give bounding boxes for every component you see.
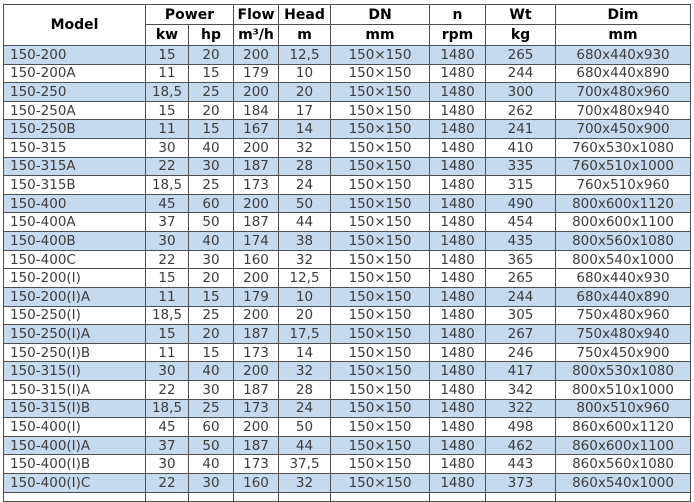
cell-hp: 30: [189, 474, 234, 493]
cell-dim: 800x600x1120: [556, 194, 691, 213]
cell-wt: 373: [486, 474, 556, 493]
table-row: [4, 436, 691, 455]
cell-dn: 150×150: [331, 176, 430, 195]
table-row: [4, 287, 691, 306]
cell-flow: 173: [234, 343, 279, 362]
cell-dn: 150×150: [331, 399, 430, 418]
cell-flow: 200: [234, 269, 279, 288]
table-row: [4, 455, 691, 474]
cell-dn: 150×150: [331, 343, 430, 362]
cell-head: 50: [279, 194, 331, 213]
cell-rpm: 1480: [430, 343, 486, 362]
header-power: Power: [146, 5, 234, 25]
cell-rpm: 1480: [430, 325, 486, 344]
cell-head: 24: [279, 399, 331, 418]
cell-dn: 150×150: [331, 325, 430, 344]
cell-hp: 20: [189, 269, 234, 288]
header-unit-kw: kw: [146, 25, 189, 46]
table-row: [4, 101, 691, 120]
cell-model: 150-250(I)A: [4, 325, 146, 344]
cell-hp: 25: [189, 306, 234, 325]
cell-wt: 262: [486, 101, 556, 120]
cell-kw: 22: [146, 157, 189, 176]
cell-model: 150-315(I)B: [4, 399, 146, 418]
cell-head: 10: [279, 64, 331, 83]
cell-hp: 15: [189, 287, 234, 306]
cell-kw: 18,5: [146, 306, 189, 325]
cell-rpm: 1480: [430, 250, 486, 269]
cell-model: 150-400(I)A: [4, 436, 146, 455]
cell-hp: 20: [189, 101, 234, 120]
cell-model: 150-250B: [4, 120, 146, 139]
cell-dn: 150×150: [331, 139, 430, 158]
header-dn: DN: [331, 5, 430, 25]
cell-head: 12,5: [279, 269, 331, 288]
table-row: [4, 250, 691, 269]
cell-dim: 680x440x890: [556, 64, 691, 83]
cell-flow: 200: [234, 139, 279, 158]
cell-rpm: 1480: [430, 287, 486, 306]
cell-hp: 40: [189, 139, 234, 158]
cell-head: 50: [279, 418, 331, 437]
cell-wt: 244: [486, 64, 556, 83]
cell-wt: 300: [486, 83, 556, 102]
cell-kw: 45: [146, 194, 189, 213]
cell-flow: 167: [234, 120, 279, 139]
cell-wt: 435: [486, 232, 556, 251]
cell-model: 150-400(I)C: [4, 474, 146, 493]
cell-wt: 490: [486, 194, 556, 213]
cell-head: 24: [279, 176, 331, 195]
cell-flow: 184: [234, 101, 279, 120]
cell-flow: 187: [234, 213, 279, 232]
cell-dn: 150×150: [331, 250, 430, 269]
cell-kw: 22: [146, 250, 189, 269]
cell-head: 38: [279, 232, 331, 251]
table-row: [4, 83, 691, 102]
cell-dim: 750x480x940: [556, 325, 691, 344]
table-row: [4, 46, 691, 65]
cell-head: 10: [279, 287, 331, 306]
cell-head: 20: [279, 83, 331, 102]
cell-rpm: 1480: [430, 139, 486, 158]
cell-dim: 680x440x890: [556, 287, 691, 306]
cell-dim: 760x530x1080: [556, 139, 691, 158]
cell-rpm: 1480: [430, 362, 486, 381]
pump-spec-table: [3, 4, 691, 502]
table-row: [4, 213, 691, 232]
header-head: Head: [279, 5, 331, 25]
cell-hp: 60: [189, 418, 234, 437]
header-unit-wt: kg: [486, 25, 556, 46]
table-header: [4, 5, 691, 46]
cell-head: 32: [279, 474, 331, 493]
cell-head: 32: [279, 250, 331, 269]
cell-model: 150-315B: [4, 176, 146, 195]
table-row: [4, 474, 691, 493]
table-row: [4, 380, 691, 399]
cell-head: 12,5: [279, 46, 331, 65]
header-row-labels: [4, 5, 691, 25]
cell-rpm: 1480: [430, 306, 486, 325]
cell-dn: 150×150: [331, 232, 430, 251]
cell-kw: 11: [146, 287, 189, 306]
table-row: [4, 232, 691, 251]
header-flow: Flow: [234, 5, 279, 25]
cell-kw: 45: [146, 418, 189, 437]
table-row: [4, 418, 691, 437]
cell-kw: 30: [146, 232, 189, 251]
cell-flow: 179: [234, 64, 279, 83]
pump-spec-table-wrap: [3, 4, 691, 502]
cell-head: 32: [279, 139, 331, 158]
cell-model: 150-200(I): [4, 269, 146, 288]
cell-model: 150-250(I)B: [4, 343, 146, 362]
cell-model: 150-315: [4, 139, 146, 158]
cell-dim: 800x510x1000: [556, 380, 691, 399]
cell-kw: 18,5: [146, 83, 189, 102]
cell-rpm: 1480: [430, 64, 486, 83]
cell-dn: 150×150: [331, 474, 430, 493]
cell-dim: 800x540x1000: [556, 250, 691, 269]
cell-model: 150-400C: [4, 250, 146, 269]
header-unit-dim: mm: [556, 25, 691, 46]
cell-dn: 150×150: [331, 101, 430, 120]
cell-hp: 30: [189, 380, 234, 399]
cell-kw: 15: [146, 269, 189, 288]
cell-head: 14: [279, 343, 331, 362]
cell-hp: 30: [189, 250, 234, 269]
cell-dim: 860x600x1100: [556, 436, 691, 455]
cell-hp: 50: [189, 213, 234, 232]
cell-hp: 15: [189, 343, 234, 362]
cell-kw: 15: [146, 325, 189, 344]
cell-wt: 265: [486, 46, 556, 65]
cell-flow: 200: [234, 83, 279, 102]
cell-dn: 150×150: [331, 46, 430, 65]
table-row: [4, 194, 691, 213]
cell-kw: 30: [146, 362, 189, 381]
header-n: n: [430, 5, 486, 25]
cell-dn: 150×150: [331, 418, 430, 437]
cell-kw: 11: [146, 120, 189, 139]
cell-head: 28: [279, 157, 331, 176]
header-unit-n: rpm: [430, 25, 486, 46]
cell-wt: 443: [486, 455, 556, 474]
cell-kw: 22: [146, 380, 189, 399]
cell-head: 17,5: [279, 325, 331, 344]
cell-hp: 25: [189, 176, 234, 195]
cell-dn: 150×150: [331, 64, 430, 83]
cell-model: 150-315(I): [4, 362, 146, 381]
cell-flow: 200: [234, 46, 279, 65]
cell-kw: 18,5: [146, 176, 189, 195]
cell-dn: 150×150: [331, 455, 430, 474]
cell-wt: 498: [486, 418, 556, 437]
cell-kw: 11: [146, 343, 189, 362]
cell-flow: 200: [234, 306, 279, 325]
cell-hp: 25: [189, 83, 234, 102]
cell-wt: 462: [486, 436, 556, 455]
cell-dim: 800x600x1100: [556, 213, 691, 232]
cell-dim: 800x510x960: [556, 399, 691, 418]
cell-model: 150-315A: [4, 157, 146, 176]
cell-dn: 150×150: [331, 194, 430, 213]
cell-model: 150-400B: [4, 232, 146, 251]
cell-dn: 150×150: [331, 269, 430, 288]
cell-wt: 246: [486, 343, 556, 362]
table-row: [4, 343, 691, 362]
cell-rpm: 1480: [430, 455, 486, 474]
cell-model: 150-250A: [4, 101, 146, 120]
header-wt: Wt: [486, 5, 556, 25]
cell-wt: 454: [486, 213, 556, 232]
cell-hp: 40: [189, 232, 234, 251]
cell-dn: 150×150: [331, 157, 430, 176]
cell-model: 150-315(I)A: [4, 380, 146, 399]
cell-kw: 18,5: [146, 399, 189, 418]
cell-model: 150-400(I): [4, 418, 146, 437]
cell-head: 44: [279, 436, 331, 455]
cell-dn: 150×150: [331, 362, 430, 381]
cell-wt: 265: [486, 269, 556, 288]
cell-dim: 700x480x960: [556, 83, 691, 102]
cell-wt: 417: [486, 362, 556, 381]
cell-kw: 15: [146, 101, 189, 120]
cell-rpm: 1480: [430, 380, 486, 399]
cell-model: 150-400A: [4, 213, 146, 232]
cell-kw: 37: [146, 436, 189, 455]
cell-flow: 179: [234, 287, 279, 306]
cell-rpm: 1480: [430, 474, 486, 493]
cell-flow: 173: [234, 399, 279, 418]
cell-wt: 315: [486, 176, 556, 195]
cell-model: 150-200(I)A: [4, 287, 146, 306]
cell-dn: 150×150: [331, 306, 430, 325]
cell-dim: 700x450x900: [556, 120, 691, 139]
cell-model: 150-200: [4, 46, 146, 65]
table-row: [4, 399, 691, 418]
cell-hp: 60: [189, 194, 234, 213]
cell-rpm: 1480: [430, 232, 486, 251]
cell-dn: 150×150: [331, 287, 430, 306]
cell-hp: 40: [189, 455, 234, 474]
cell-dn: 150×150: [331, 213, 430, 232]
header-unit-hp: hp: [189, 25, 234, 46]
cell-wt: 322: [486, 399, 556, 418]
cell-wt: 342: [486, 380, 556, 399]
cell-hp: 30: [189, 157, 234, 176]
cell-rpm: 1480: [430, 418, 486, 437]
cell-flow: 200: [234, 194, 279, 213]
cell-hp: 25: [189, 399, 234, 418]
cell-flow: 187: [234, 325, 279, 344]
table-row: [4, 157, 691, 176]
cell-wt: 305: [486, 306, 556, 325]
cell-dim: 860x600x1120: [556, 418, 691, 437]
cell-kw: 15: [146, 46, 189, 65]
cell-hp: 50: [189, 436, 234, 455]
cell-rpm: 1480: [430, 157, 486, 176]
cell-rpm: 1480: [430, 120, 486, 139]
cell-flow: 160: [234, 474, 279, 493]
cell-dim: 680x440x930: [556, 46, 691, 65]
header-dim: Dim: [556, 5, 691, 25]
cell-flow: 187: [234, 157, 279, 176]
cell-rpm: 1480: [430, 46, 486, 65]
cell-dim: 800x560x1080: [556, 232, 691, 251]
cell-hp: 20: [189, 325, 234, 344]
cell-kw: 30: [146, 455, 189, 474]
table-row: [4, 139, 691, 158]
cell-head: 37,5: [279, 455, 331, 474]
cell-wt: 241: [486, 120, 556, 139]
cell-head: 32: [279, 362, 331, 381]
cell-flow: 200: [234, 418, 279, 437]
cell-head: 28: [279, 380, 331, 399]
cell-rpm: 1480: [430, 399, 486, 418]
cell-dim: 860x540x1000: [556, 474, 691, 493]
cell-head: 14: [279, 120, 331, 139]
table-row: [4, 176, 691, 195]
cell-dn: 150×150: [331, 120, 430, 139]
cell-rpm: 1480: [430, 436, 486, 455]
cell-kw: 22: [146, 474, 189, 493]
cell-model: 150-400: [4, 194, 146, 213]
cell-wt: 267: [486, 325, 556, 344]
cell-flow: 187: [234, 380, 279, 399]
cell-flow: 173: [234, 455, 279, 474]
cell-model: 150-250: [4, 83, 146, 102]
header-unit-flow: m³/h: [234, 25, 279, 46]
cell-rpm: 1480: [430, 176, 486, 195]
cell-flow: 174: [234, 232, 279, 251]
cell-dim: 760x510x1000: [556, 157, 691, 176]
header-unit-head: m: [279, 25, 331, 46]
cell-kw: 11: [146, 64, 189, 83]
cell-kw: 37: [146, 213, 189, 232]
cell-dim: 750x450x900: [556, 343, 691, 362]
cell-dim: 860x560x1080: [556, 455, 691, 474]
cell-head: 17: [279, 101, 331, 120]
cell-dim: 800x530x1080: [556, 362, 691, 381]
header-model: Model: [4, 5, 146, 46]
cell-wt: 335: [486, 157, 556, 176]
cell-flow: 187: [234, 436, 279, 455]
cell-model: 150-250(I): [4, 306, 146, 325]
cell-flow: 173: [234, 176, 279, 195]
table-row: [4, 269, 691, 288]
cell-dn: 150×150: [331, 83, 430, 102]
table-row: [4, 306, 691, 325]
cell-dim: 750x480x960: [556, 306, 691, 325]
cell-hp: 15: [189, 64, 234, 83]
header-unit-dn: mm: [331, 25, 430, 46]
cell-dn: 150×150: [331, 436, 430, 455]
cell-rpm: 1480: [430, 194, 486, 213]
cell-head: 44: [279, 213, 331, 232]
table-row: [4, 120, 691, 139]
cell-wt: 410: [486, 139, 556, 158]
cell-head: 20: [279, 306, 331, 325]
cell-flow: 200: [234, 362, 279, 381]
cell-hp: 40: [189, 362, 234, 381]
cell-dim: 700x480x940: [556, 101, 691, 120]
cell-model: 150-400(I)B: [4, 455, 146, 474]
cell-rpm: 1480: [430, 101, 486, 120]
cell-rpm: 1480: [430, 269, 486, 288]
cell-rpm: 1480: [430, 83, 486, 102]
cell-kw: 30: [146, 139, 189, 158]
table-row: [4, 64, 691, 83]
table-row: [4, 362, 691, 381]
cell-rpm: 1480: [430, 213, 486, 232]
cell-dn: 150×150: [331, 380, 430, 399]
cell-flow: 160: [234, 250, 279, 269]
cell-wt: 365: [486, 250, 556, 269]
cell-wt: 244: [486, 287, 556, 306]
cell-dim: 760x510x960: [556, 176, 691, 195]
cell-model: 150-200A: [4, 64, 146, 83]
table-row: [4, 325, 691, 344]
cell-dim: 680x440x930: [556, 269, 691, 288]
cell-hp: 15: [189, 120, 234, 139]
cell-hp: 20: [189, 46, 234, 65]
table-body: [4, 46, 691, 502]
